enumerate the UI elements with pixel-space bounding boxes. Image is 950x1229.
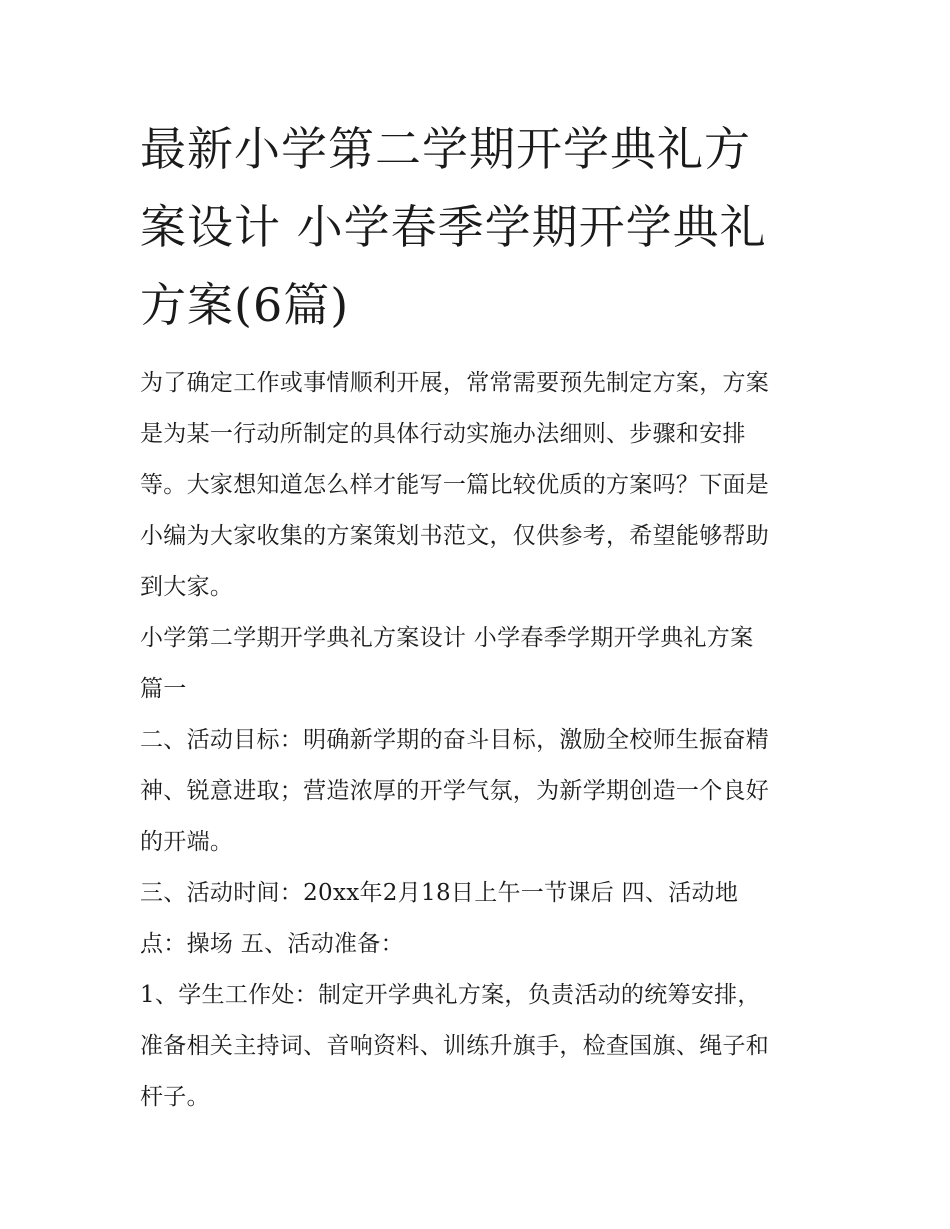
document-page (140, 110, 830, 1123)
activity-goal-paragraph: 二、活动目标：明确新学期的奋斗目标，激励全校师生振奋精 神、锐意进取；营造浓厚的开学气氛，为新学期创造一个良好 的开端。 (140, 727, 770, 855)
activity-time-paragraph: 三、活动时间：20xx年2月18日上午一节课后 四、活动地 点：操场 五、活动准备： (140, 880, 739, 957)
section-heading: 小学第二学期开学典礼方案设计 小学春季学期开学典礼方案 篇一 (140, 625, 754, 702)
preparation-item-paragraph: 1、学生工作处：制定开学典礼方案，负责活动的统筹安排， 准备相关主持词、音响资料、训练升旗手，检查国旗、绳子和 杆子。 (140, 982, 770, 1110)
intro-paragraph: 为了确定工作或事情顺利开展，常常需要预先制定方案，方案 是为某一行动所制定的具体行动实施办法细则、步骤和安排 等。大家想知道怎么样才能写一篇比较优质的方案吗？下面是 小编为大家收集的方案策划书范文，仅供参考，希望能够帮助 到大家。 (140, 370, 770, 600)
document-title: 最新小学第二学期开学典礼方 案设计 小学春季学期开学典礼 方案(6篇) (140, 122, 767, 332)
